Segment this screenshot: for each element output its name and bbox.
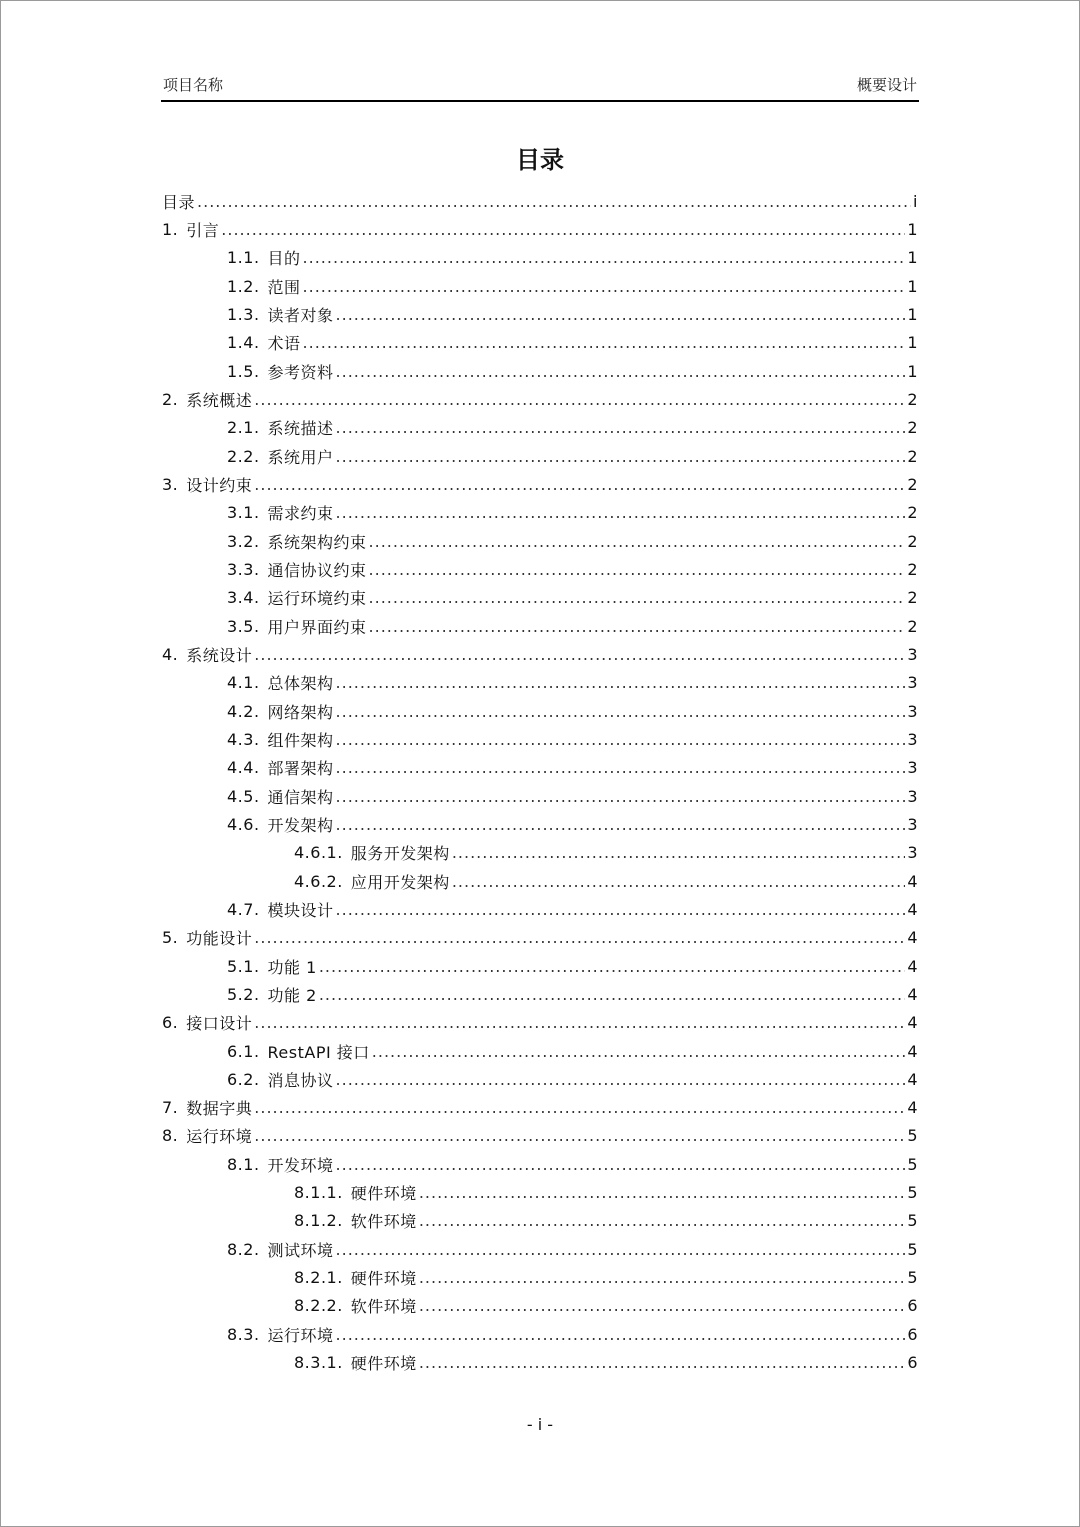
toc-dot-leader xyxy=(303,277,906,296)
toc-entry[interactable] xyxy=(162,527,918,555)
toc-entry-title: 系统设计 xyxy=(186,645,253,665)
toc-entry[interactable] xyxy=(162,1263,918,1291)
toc-dot-leader xyxy=(419,1211,906,1230)
toc-entry-title: 运行环境 xyxy=(267,1325,334,1345)
toc-dot-leader xyxy=(336,900,906,919)
toc-entry-page-number: 5 xyxy=(907,1211,918,1231)
toc-entry-title: 系统描述 xyxy=(267,419,334,439)
toc-entry-page-number: 2 xyxy=(907,446,918,466)
toc-dot-leader xyxy=(369,588,906,607)
toc-entry-title: 读者对象 xyxy=(267,305,334,325)
toc-entry[interactable] xyxy=(162,1207,918,1235)
toc-dot-leader xyxy=(452,843,906,862)
toc-dot-leader xyxy=(369,532,906,551)
toc-entry-title: 术语 xyxy=(267,334,301,354)
header-project-name: 项目名称 xyxy=(163,76,224,94)
toc-entry-number: 4.7. xyxy=(227,899,260,919)
toc-entry[interactable] xyxy=(162,980,918,1008)
toc-dot-leader xyxy=(254,475,905,494)
toc-entry-title: 参考资料 xyxy=(267,362,334,382)
toc-entry-number: 8.2.2. xyxy=(294,1296,343,1316)
toc-entry-title: 目录 xyxy=(162,192,196,212)
toc-entry-page-number: 2 xyxy=(907,503,918,523)
toc-entry[interactable] xyxy=(162,952,918,980)
toc-entry[interactable] xyxy=(162,782,918,810)
toc-entry-title: 数据字典 xyxy=(186,1099,253,1119)
toc-entry[interactable] xyxy=(162,272,918,300)
page-header xyxy=(161,74,919,102)
toc-entry[interactable] xyxy=(162,555,918,583)
toc-entry-page-number: 1 xyxy=(907,333,918,353)
toc-dot-leader xyxy=(254,645,905,664)
toc-dot-leader xyxy=(221,220,905,239)
toc-dot-leader xyxy=(336,1155,906,1174)
toc-entry-number: 8.3.1. xyxy=(294,1353,343,1373)
toc-entry-number: 1.1. xyxy=(227,248,260,268)
toc-dot-leader xyxy=(419,1268,906,1287)
toc-entry-title: 模块设计 xyxy=(267,900,334,920)
toc-entry[interactable] xyxy=(162,1037,918,1065)
toc-entry-number: 3.1. xyxy=(227,503,260,523)
toc-dot-leader xyxy=(419,1183,906,1202)
toc-entry-title: 测试环境 xyxy=(267,1240,334,1260)
toc-entry-title: 系统概述 xyxy=(186,390,253,410)
toc-entry-title: 引言 xyxy=(186,220,220,240)
toc-dot-leader xyxy=(254,1098,905,1117)
toc-dot-leader xyxy=(336,1240,906,1259)
toc-entry-number: 1.4. xyxy=(227,333,260,353)
toc-entry-number: 6.1. xyxy=(227,1041,260,1061)
toc-dot-leader xyxy=(336,418,906,437)
toc-entry[interactable] xyxy=(162,300,918,328)
toc-entry-page-number: 2 xyxy=(907,616,918,636)
page-number-footer: - i - xyxy=(526,1415,554,1434)
toc-entry-number: 2.1. xyxy=(227,418,260,438)
toc-entry-page-number: 2 xyxy=(907,559,918,579)
toc-entry-number: 4.6.1. xyxy=(294,843,343,863)
toc-entry-title: 系统用户 xyxy=(267,447,334,467)
toc-entry-page-number: 2 xyxy=(907,531,918,551)
toc-entry[interactable] xyxy=(162,895,918,923)
toc-entry-number: 4.4. xyxy=(227,758,260,778)
toc-entry[interactable] xyxy=(162,839,918,867)
toc-entry-page-number: 6 xyxy=(907,1296,918,1316)
toc-entry[interactable] xyxy=(162,1065,918,1093)
toc-entry-title: 需求约束 xyxy=(267,504,334,524)
toc-dot-leader xyxy=(303,248,906,267)
toc-entry-number: 2.2. xyxy=(227,446,260,466)
toc-entry-page-number: 4 xyxy=(907,928,918,948)
toc-entry-page-number: 1 xyxy=(907,304,918,324)
table-of-contents xyxy=(162,187,918,1377)
toc-dot-leader xyxy=(303,333,906,352)
toc-entry-page-number: 5 xyxy=(907,1268,918,1288)
toc-entry-title: 开发架构 xyxy=(267,815,334,835)
toc-dot-leader xyxy=(336,787,906,806)
toc-entry-number: 8.2. xyxy=(227,1239,260,1259)
toc-entry-number: 4.5. xyxy=(227,786,260,806)
toc-dot-leader xyxy=(336,758,906,777)
toc-dot-leader xyxy=(336,702,906,721)
toc-entry-page-number: 4 xyxy=(907,899,918,919)
toc-entry-number: 1.2. xyxy=(227,276,260,296)
toc-entry[interactable] xyxy=(162,640,918,668)
toc-entry-number: 2. xyxy=(162,389,179,409)
toc-entry-page-number: 3 xyxy=(907,758,918,778)
toc-entry-page-number: 5 xyxy=(907,1126,918,1146)
toc-entry-page-number: 4 xyxy=(907,956,918,976)
toc-entry-page-number: 4 xyxy=(907,984,918,1004)
toc-dot-leader xyxy=(369,560,906,579)
toc-dot-leader xyxy=(336,305,906,324)
toc-entry-number: 4.6. xyxy=(227,814,260,834)
toc-entry[interactable] xyxy=(162,215,918,243)
toc-entry-title: 部署架构 xyxy=(267,759,334,779)
toc-dot-leader xyxy=(452,872,906,891)
toc-entry-title: 应用开发架构 xyxy=(350,872,450,892)
toc-entry-page-number: 2 xyxy=(907,474,918,494)
toc-dot-leader xyxy=(319,957,906,976)
toc-entry-number: 8.1.1. xyxy=(294,1183,343,1203)
toc-entry-title: 通信架构 xyxy=(267,787,334,807)
toc-entry-title: RestAPI 接口 xyxy=(267,1042,370,1062)
toc-entry-page-number: 4 xyxy=(907,871,918,891)
toc-entry-number: 5.2. xyxy=(227,984,260,1004)
toc-entry[interactable] xyxy=(162,1348,918,1376)
toc-entry-title: 功能 1 xyxy=(267,957,317,977)
header-document-type: 概要设计 xyxy=(856,76,917,94)
toc-dot-leader xyxy=(336,730,906,749)
toc-entry[interactable] xyxy=(162,924,918,952)
toc-dot-leader xyxy=(336,1070,906,1089)
toc-entry-number: 4. xyxy=(162,644,179,664)
toc-entry-title: 硬件环境 xyxy=(350,1184,417,1204)
toc-entry-page-number: 3 xyxy=(907,701,918,721)
toc-dot-leader xyxy=(336,503,906,522)
toc-entry-number: 1. xyxy=(162,219,179,239)
toc-entry[interactable] xyxy=(162,357,918,385)
toc-entry-title: 软件环境 xyxy=(350,1297,417,1317)
toc-entry-page-number: 3 xyxy=(907,843,918,863)
toc-entry-page-number: 6 xyxy=(907,1324,918,1344)
toc-entry-page-number: 5 xyxy=(907,1183,918,1203)
toc-entry[interactable] xyxy=(162,1150,918,1178)
toc-entry-title: 硬件环境 xyxy=(350,1354,417,1374)
toc-entry-title: 软件环境 xyxy=(350,1212,417,1232)
toc-entry[interactable] xyxy=(162,499,918,527)
toc-dot-leader xyxy=(254,1126,905,1145)
toc-entry-number: 5. xyxy=(162,928,179,948)
toc-entry-number: 8.3. xyxy=(227,1324,260,1344)
toc-dot-leader xyxy=(197,192,911,211)
toc-dot-leader xyxy=(336,447,906,466)
toc-entry-page-number: 1 xyxy=(907,219,918,239)
toc-entry-number: 8.2.1. xyxy=(294,1268,343,1288)
toc-entry-page-number: i xyxy=(913,191,918,211)
toc-entry[interactable] xyxy=(162,612,918,640)
toc-entry-page-number: 2 xyxy=(907,418,918,438)
toc-entry-number: 3. xyxy=(162,474,179,494)
toc-entry[interactable] xyxy=(162,1009,918,1037)
toc-entry[interactable] xyxy=(162,1235,918,1263)
toc-entry-title: 运行环境约束 xyxy=(267,589,367,609)
toc-entry[interactable] xyxy=(162,810,918,838)
toc-entry-number: 5.1. xyxy=(227,956,260,976)
toc-entry-page-number: 4 xyxy=(907,1098,918,1118)
toc-entry-title: 功能 2 xyxy=(267,985,317,1005)
toc-entry-title: 通信协议约束 xyxy=(267,560,367,580)
toc-dot-leader xyxy=(319,985,906,1004)
toc-dot-leader xyxy=(254,390,905,409)
toc-entry[interactable] xyxy=(162,669,918,697)
toc-entry[interactable] xyxy=(162,584,918,612)
toc-entry[interactable] xyxy=(162,725,918,753)
toc-entry-title: 功能设计 xyxy=(186,929,253,949)
toc-entry-title: 开发环境 xyxy=(267,1155,334,1175)
toc-entry-number: 1.5. xyxy=(227,361,260,381)
toc-entry-title: 范围 xyxy=(267,277,301,297)
toc-entry[interactable] xyxy=(162,1178,918,1206)
toc-entry-page-number: 1 xyxy=(907,248,918,268)
toc-entry-title: 设计约束 xyxy=(186,475,253,495)
toc-entry-number: 7. xyxy=(162,1098,179,1118)
toc-entry[interactable] xyxy=(162,754,918,782)
toc-entry-title: 消息协议 xyxy=(267,1070,334,1090)
toc-entry-title: 总体架构 xyxy=(267,674,334,694)
toc-entry-number: 6. xyxy=(162,1013,179,1033)
toc-entry-page-number: 3 xyxy=(907,729,918,749)
toc-entry-title: 服务开发架构 xyxy=(350,844,450,864)
toc-dot-leader xyxy=(336,815,906,834)
toc-entry-number: 3.5. xyxy=(227,616,260,636)
toc-entry-page-number: 4 xyxy=(907,1013,918,1033)
toc-dot-leader xyxy=(372,1042,906,1061)
toc-entry[interactable] xyxy=(162,187,918,215)
toc-entry[interactable] xyxy=(162,1292,918,1320)
toc-entry-page-number: 3 xyxy=(907,814,918,834)
toc-entry-title: 运行环境 xyxy=(186,1127,253,1147)
toc-entry[interactable] xyxy=(162,470,918,498)
toc-dot-leader xyxy=(254,928,905,947)
toc-dot-leader xyxy=(369,617,906,636)
toc-entry-page-number: 3 xyxy=(907,786,918,806)
toc-entry-title: 接口设计 xyxy=(186,1014,253,1034)
toc-entry-number: 8.1.2. xyxy=(294,1211,343,1231)
toc-entry-number: 4.1. xyxy=(227,673,260,693)
toc-entry-title: 系统架构约束 xyxy=(267,532,367,552)
toc-entry[interactable] xyxy=(162,1094,918,1122)
toc-entry[interactable] xyxy=(162,1122,918,1150)
toc-entry-number: 3.2. xyxy=(227,531,260,551)
toc-entry-title: 目的 xyxy=(267,249,301,269)
toc-entry-number: 3.3. xyxy=(227,559,260,579)
toc-entry-page-number: 6 xyxy=(907,1353,918,1373)
page-title: 目录 xyxy=(516,146,564,174)
toc-entry-number: 8. xyxy=(162,1126,179,1146)
toc-entry-page-number: 5 xyxy=(907,1239,918,1259)
toc-entry-page-number: 1 xyxy=(907,361,918,381)
toc-entry-number: 6.2. xyxy=(227,1069,260,1089)
toc-entry-page-number: 4 xyxy=(907,1069,918,1089)
toc-entry-number: 8.1. xyxy=(227,1154,260,1174)
toc-entry[interactable] xyxy=(162,329,918,357)
toc-entry-page-number: 3 xyxy=(907,644,918,664)
toc-entry-number: 3.4. xyxy=(227,588,260,608)
toc-entry-number: 4.3. xyxy=(227,729,260,749)
toc-dot-leader xyxy=(336,1325,906,1344)
toc-dot-leader xyxy=(419,1353,906,1372)
toc-entry[interactable] xyxy=(162,697,918,725)
toc-dot-leader xyxy=(419,1296,906,1315)
toc-dot-leader xyxy=(336,362,906,381)
toc-entry-page-number: 1 xyxy=(907,276,918,296)
toc-entry-page-number: 2 xyxy=(907,588,918,608)
toc-entry-number: 4.6.2. xyxy=(294,871,343,891)
toc-entry[interactable] xyxy=(162,414,918,442)
toc-entry[interactable] xyxy=(162,1320,918,1348)
toc-dot-leader xyxy=(336,673,906,692)
toc-entry-page-number: 3 xyxy=(907,673,918,693)
toc-dot-leader xyxy=(254,1013,905,1032)
toc-entry-number: 1.3. xyxy=(227,304,260,324)
toc-entry-number: 4.2. xyxy=(227,701,260,721)
toc-entry-title: 组件架构 xyxy=(267,730,334,750)
toc-entry[interactable] xyxy=(162,867,918,895)
toc-entry-title: 网络架构 xyxy=(267,702,334,722)
toc-entry[interactable] xyxy=(162,244,918,272)
toc-entry-page-number: 4 xyxy=(907,1041,918,1061)
toc-entry[interactable] xyxy=(162,442,918,470)
toc-entry-title: 用户界面约束 xyxy=(267,617,367,637)
toc-entry-page-number: 5 xyxy=(907,1154,918,1174)
toc-entry-page-number: 2 xyxy=(907,389,918,409)
toc-entry[interactable] xyxy=(162,385,918,413)
toc-entry-title: 硬件环境 xyxy=(350,1269,417,1289)
